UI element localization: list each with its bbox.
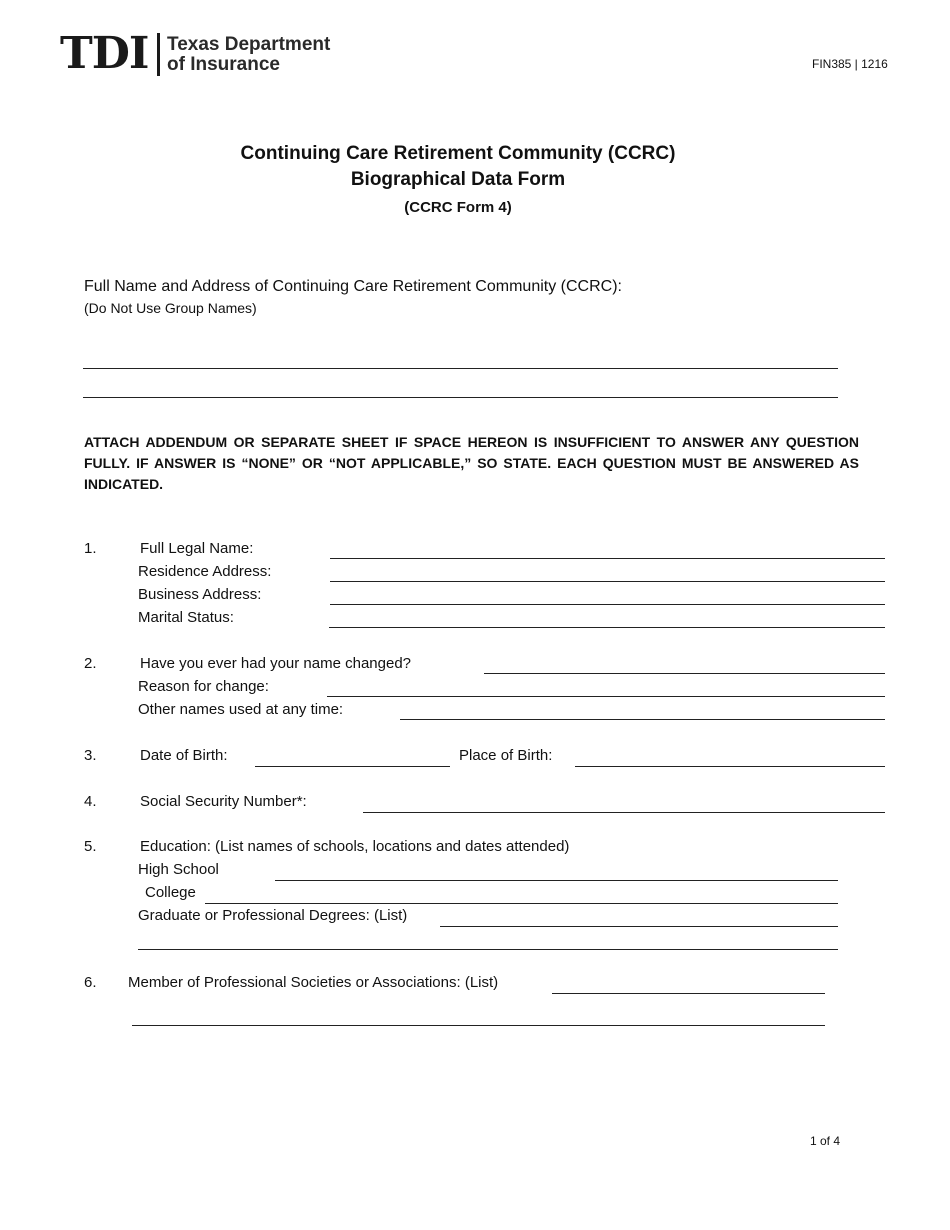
business-address-field[interactable] (330, 604, 885, 605)
q2-number: 2. (84, 655, 97, 672)
high-school-label: High School (138, 861, 219, 878)
reason-for-change-field[interactable] (327, 696, 885, 697)
q1-number: 1. (84, 540, 97, 557)
professional-societies-field-2[interactable] (132, 1025, 825, 1026)
marital-status-field[interactable] (329, 627, 885, 628)
full-legal-name-label: Full Legal Name: (140, 540, 254, 557)
q5-number: 5. (84, 838, 97, 855)
ssn-field[interactable] (363, 812, 885, 813)
residence-address-field[interactable] (330, 581, 885, 582)
instructions: ATTACH ADDENDUM OR SEPARATE SHEET IF SPACE HEREON IS INSUFFICIENT TO ANSWER ANY QUESTION FULLY. IF ANSWER IS “NONE” OR “NOT APPLICABLE,” SO STATE. EACH QUESTION MUST BE ANSWERED AS INDICATED. (84, 434, 859, 492)
form-number: (CCRC Form 4) (404, 199, 512, 216)
logo-divider (157, 33, 160, 76)
place-of-birth-label: Place of Birth: (459, 747, 553, 764)
community-note: (Do Not Use Group Names) (84, 300, 257, 316)
other-names-label: Other names used at any time: (138, 701, 344, 718)
tdi-logo: TDI (60, 28, 149, 79)
college-field[interactable] (205, 903, 838, 904)
agency-name-line1: Texas Department (167, 34, 331, 55)
q4-number: 4. (84, 793, 97, 810)
high-school-field[interactable] (275, 880, 838, 881)
q3-number: 3. (84, 747, 97, 764)
graduate-degrees-field[interactable] (440, 926, 838, 927)
residence-address-label: Residence Address: (138, 563, 272, 580)
date-of-birth-label: Date of Birth: (140, 747, 228, 764)
place-of-birth-field[interactable] (575, 766, 885, 767)
graduate-degrees-label: Graduate or Professional Degrees: (List) (138, 907, 408, 924)
page-number: 1 of 4 (810, 1134, 841, 1148)
ssn-label: Social Security Number*: (140, 793, 307, 810)
college-label: College (145, 884, 196, 901)
date-of-birth-field[interactable] (255, 766, 450, 767)
professional-societies-label: Member of Professional Societies or Associations: (List) (128, 974, 499, 991)
form-code: FIN385 | 1216 (812, 57, 888, 71)
education-label: Education: (List names of schools, locations and dates attended) (140, 838, 570, 855)
other-names-field[interactable] (400, 719, 885, 720)
agency-name (167, 35, 330, 75)
agency-name-line2: of Insurance (167, 54, 280, 75)
q6-number: 6. (84, 974, 97, 991)
reason-for-change-label: Reason for change: (138, 678, 269, 695)
community-name-field[interactable] (83, 368, 838, 369)
form-subtitle: Biographical Data Form (350, 169, 566, 190)
marital-status-label: Marital Status: (138, 609, 234, 626)
community-label: Full Name and Address of Continuing Care Retirement Community (CCRC): (84, 278, 622, 295)
professional-societies-field[interactable] (552, 993, 825, 994)
business-address-label: Business Address: (138, 586, 262, 603)
name-changed-field[interactable] (484, 673, 885, 674)
form-title: Continuing Care Retirement Community (CCRC) (240, 143, 676, 164)
graduate-degrees-field-2[interactable] (138, 949, 838, 950)
community-address-field[interactable] (83, 397, 838, 398)
full-legal-name-field[interactable] (330, 558, 885, 559)
name-changed-label: Have you ever had your name changed? (140, 655, 412, 672)
